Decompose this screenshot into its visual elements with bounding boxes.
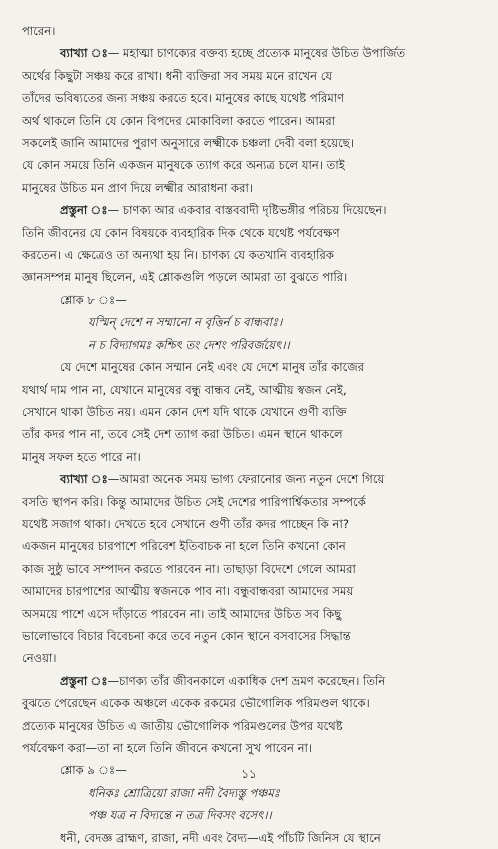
text-line: নেওয়া। [22,651,57,666]
text-line: ভালোভাবে বিচার বিবেচনা করে তবে নতুন কোন স্থানে বসবাসের সিদ্ধান্ত [22,628,351,643]
text-line: মানুষের উচিত মন প্রাণ দিয়ে লক্ষ্মীর আরাধনা করা। [22,180,253,195]
text-line: জ্ঞানসম্পন্ন মানুষ ছিলেন, এই শ্লোকগুলি পড়লে আমরা তা বুঝতে পারি। [22,270,348,285]
text-line: যে কোন সময়ে তিনি একজন মানুষকে ত্যাগ করে অন্যত্র চলে যান। তাই [22,158,345,173]
text-line: মানুষ সফল হতে পারে না। [22,449,141,464]
text-line: ধনী, বেদজ্ঞ ব্রাহ্মণ, রাজা, নদী এবং বৈদ্য—এই পাঁচটি জিনিস যে স্থানে [60,830,381,845]
verse-line: পঞ্চ যত্র ন বিদ্যন্তে ন তত্র দিবসং বসেৎ।। [88,808,272,823]
text-line: যথার্থ দাম পান না, যেখানে মানুষের বন্ধু বান্ধব নেই, আত্মীয় স্বজন নেই, [22,382,347,397]
commentary-paragraph-start [22,199,484,221]
explanation-label: ব্যাখ্যা ঃ [60,472,108,487]
verse-line: যস্মিন্‌ দেশে ন সম্মানো ন বৃত্তির্ন চ বান্ধবাঃ। [88,315,283,330]
verse-line: ধনিকঃ শ্রোত্রিয়ো রাজা নদী বৈদ্যস্তু পঞ্চমঃ [88,785,280,800]
text-line: একজন মানুষের চারপাশে পরিবেশ ইতিবাচক না হলে তিনি কখনো কোন [22,539,346,554]
text-segment: —আমরা অনেক সময় ভাগ্য ফেরানোর জন্য নতুন দেশে গিয়ে [107,472,385,487]
text-line: তাঁর কদর পান না, তবে সেই দেশ ত্যাগ করা উচিত। এমন স্থানে থাকলে [22,427,343,442]
text-line: অর্থ থাকলে তিনি যে কোন বিপদের মোকাবিলা করতে পারেন। আমরা [22,113,336,128]
text-line: অসময়ে পাশে এসে দাঁড়াতে পারবেন না। তাই আমাদের উচিত সব কিছু [22,606,342,621]
text-line: করতেন। এ ক্ষেত্রেও তা অন্যথা হয় নি। চাণক্য যে কতখানি ব্যবহারিক [22,248,334,263]
text-line: সেখানে থাকা উচিত নয়। এমন কোন দেশ যদি থাকে যেখানে গুণী ব্যক্তি [22,404,347,419]
explanation-paragraph-start [22,468,484,490]
commentary-paragraph-start [22,670,484,692]
commentary-label: প্রস্তুনা ঃ [60,203,108,218]
text-line: পর্যবেক্ষণ করা—তা না হলে তিনি জীবনে কখনো সুখ পাবেন না। [22,741,313,755]
page-body [22,20,484,849]
text-line: কাজ সুষ্ঠু ভাবে সম্পাদন করতে পারবেন না। তাছাড়া বিদেশে গেলে আমরা [22,561,356,576]
text-line: পারেন। [22,24,56,38]
explanation-paragraph-start [22,42,484,64]
text-line: আমাদের চারপাশের আত্মীয় স্বজনকে পাব না। বন্ধুবান্ধবরা আমাদের সময় [22,584,354,599]
text-line: সকলেই জানি আমাদের পুরাণ অনুসারে লক্ষ্মীকে চঞ্চলা দেবী বলা হয়েছে। [22,136,354,151]
commentary-label: প্রস্তুনা ঃ [60,673,108,688]
text-line: তাঁদের ভবিষ্যতের জন্য সঞ্চয় করতে হবে। মানুষের কাছে যথেষ্ট পরিমাণ [22,91,345,106]
verse-line: ন চ বিদ্যাগমঃ কশ্চিৎ তং দেশং পরিবর্জয়েৎ।। [88,337,290,352]
sloka-heading: শ্লোক ৯ ঃ— [60,763,127,778]
explanation-label: ব্যাখ্যা ঃ [60,46,108,61]
text-segment: — মহাত্মা চাণক্যের বক্তব্য হচ্ছে প্রত্যেক মানুষের উচিত উপার্জিত [107,46,406,61]
text-line: বসতি স্থাপন করি। কিন্তু আমাদের উচিত সেই দেশের পারিপার্শ্বিকতার সম্পর্কে [22,494,366,509]
text-line: যথেষ্ট সজাগ থাকা। দেখতে হবে সেখানে গুণী তাঁর কদর পাচ্ছেন কি না? [22,516,349,531]
text-segment: — চাণক্য আর একবার বাস্তববাদী দৃষ্টিভঙ্গীর পরিচয় দিয়েছেন। [107,203,387,218]
sloka-heading: শ্লোক ৮ ঃ— [60,292,127,307]
text-line: অর্থের কিছুটা সঞ্চয় করে রাখা। ধনী ব্যক্তিরা সব সময় মনে রাখেন যে [22,68,333,83]
text-line: বুঝতে পেরেছেন একেক অঞ্চলে একেক রকমের ভৌগোলিক পরিমণ্ডল থাকে। [22,696,370,711]
text-line: প্রত্যেক মানুষের উচিত এ জাতীয় ভৌগোলিক পরিমণ্ডলের উপর যথেষ্ট [22,718,343,733]
text-segment: —চাণক্য তাঁর জীবনকালে একাধিক দেশ ভ্রমণ করেছেন। তিনি [107,673,386,688]
page-number: ১১ [241,767,257,781]
text-line: যে দেশে মানুষের কোন সম্মান নেই এবং যে দেশে মানুষ তাঁর কাজের [60,360,365,375]
text-line: তিনি জীবনের যে কোন বিষয়কে ব্যবহারিক দিক থেকে যথেষ্ট পর্যবেক্ষণ [22,225,340,240]
